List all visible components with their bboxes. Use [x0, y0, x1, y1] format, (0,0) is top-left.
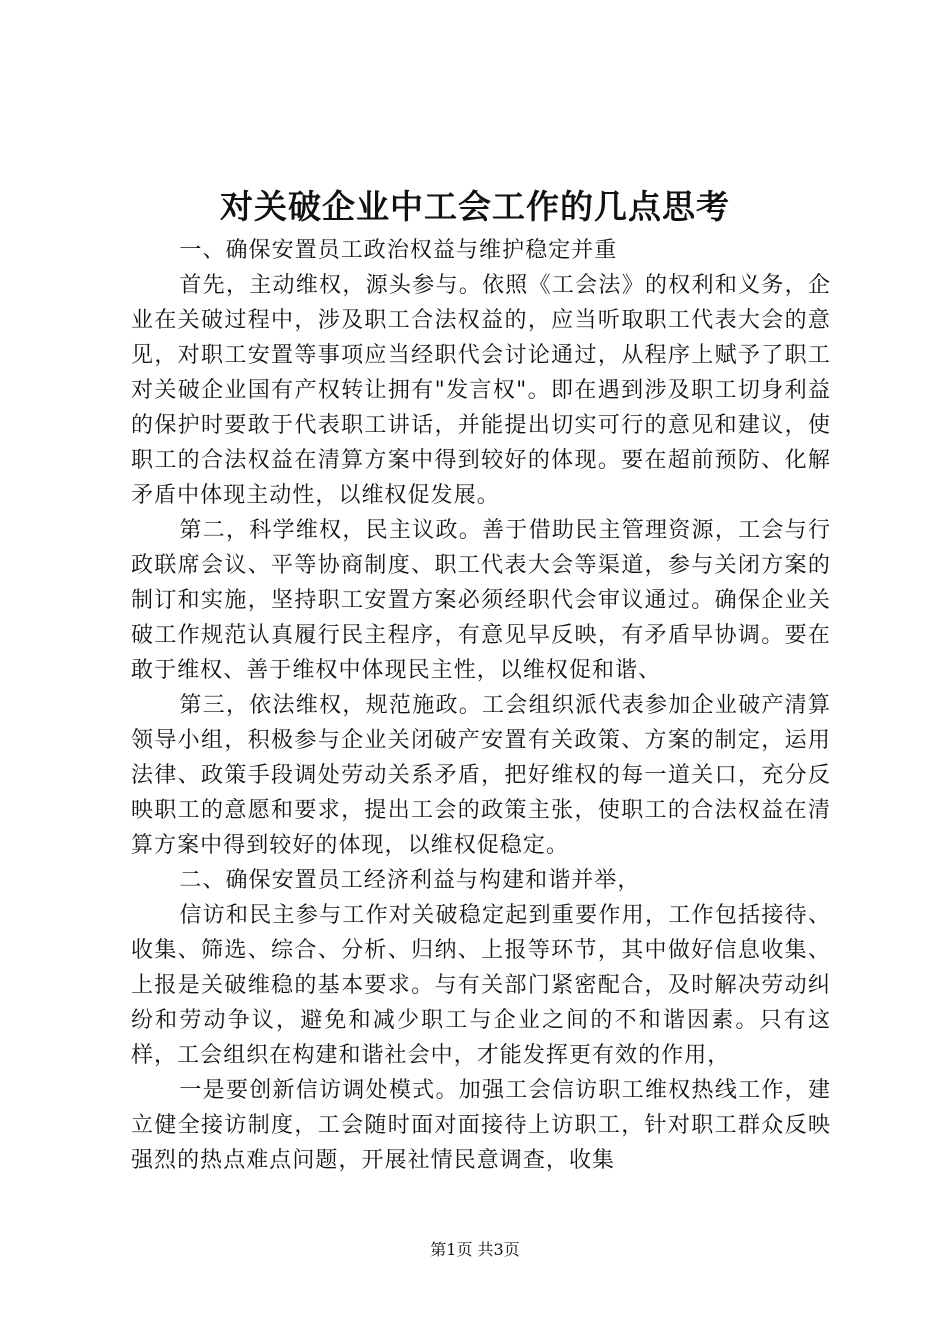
document-title: 对关破企业中工会工作的几点思考 — [220, 187, 730, 226]
section-heading-1: 一、确保安置员工政治权益与维护稳定并重 — [179, 238, 618, 263]
paragraph: 一是要创新信访调处模式。加强工会信访职工维权热线工作，建立健全接访制度，工会随时面对面接待上访职工，针对职工群众反映强烈的热点难点问题，开展社情民意调查，收集 — [131, 1078, 831, 1173]
document-body — [131, 233, 831, 1178]
paragraph: 信访和民主参与工作对关破稳定起到重要作用，工作包括接待、收集、筛选、综合、分析、归纳、上报等环节，其中做好信息收集、上报是关破维稳的基本要求。与有关部门紧密配合，及时解决劳动纠纷和劳动争议，避免和减少职工与企业之间的不和谐因素。只有这样，工会组织在构建和谐社会中，才能发挥更有效的作用， — [131, 903, 831, 1068]
page-footer: 第1页 共3页 — [430, 1240, 520, 1259]
section-heading-2: 二、确保安置员工经济利益与构建和谐并举， — [179, 868, 641, 893]
paragraph: 第三，依法维权，规范施政。工会组织派代表参加企业破产清算领导小组，积极参与企业关闭破产安置有关政策、方案的制定，运用法律、政策手段调处劳动关系矛盾，把好维权的每一道关口，充分反映职工的意愿和要求，提出工会的政策主张，使职工的合法权益在清算方案中得到较好的体现，以维权促稳定。 — [131, 693, 831, 858]
paragraph: 第二，科学维权，民主议政。善于借助民主管理资源，工会与行政联席会议、平等协商制度、职工代表大会等渠道，参与关闭方案的制订和实施，坚持职工安置方案必须经职代会审议通过。确保企业关破工作规范认真履行民主程序，有意见早反映，有矛盾早协调。要在敢于维权、善于维权中体现民主性，以维权促和谐、 — [131, 518, 831, 683]
paragraph: 首先，主动维权，源头参与。依照《工会法》的权利和义务，企业在关破过程中，涉及职工合法权益的，应当听取职工代表大会的意见，对职工安置等事项应当经职代会讨论通过，从程序上赋予了职工对关破企业国有产权转让拥有"发言权"。即在遇到涉及职工切身利益的保护时要敢于代表职工讲话，并能提出切实可行的意见和建议，使职工的合法权益在清算方案中得到较好的体现。要在超前预防、化解矛盾中体现主动性，以维权促发展。 — [131, 273, 831, 508]
